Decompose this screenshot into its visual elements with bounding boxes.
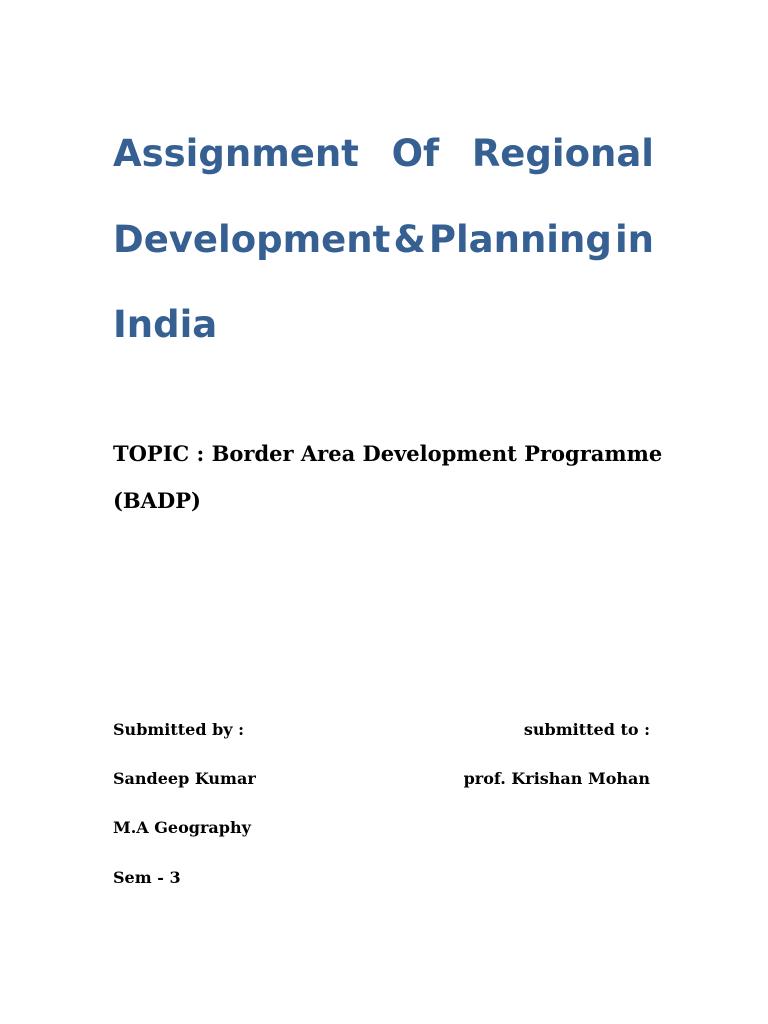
title-word: in bbox=[614, 218, 654, 261]
title-word: Of bbox=[391, 132, 440, 175]
title-word: & bbox=[393, 218, 426, 261]
title-line-2 bbox=[113, 215, 654, 265]
professor-name: prof. Krishan Mohan bbox=[463, 769, 650, 788]
title-word: Regional bbox=[471, 132, 654, 175]
title-line-3 bbox=[113, 300, 654, 350]
title-word: India bbox=[113, 303, 218, 346]
topic-line-2: (BADP) bbox=[113, 488, 201, 513]
semester: Sem - 3 bbox=[113, 868, 181, 887]
title-word: Planning bbox=[428, 218, 612, 261]
course-name: M.A Geography bbox=[113, 818, 251, 837]
title-word: Assignment bbox=[113, 132, 359, 175]
title-word: Development bbox=[113, 218, 391, 261]
student-name: Sandeep Kumar bbox=[113, 769, 256, 788]
submitted-to-label: submitted to : bbox=[523, 720, 650, 739]
title-line-1 bbox=[113, 129, 654, 179]
topic-line-1: TOPIC : Border Area Development Programme bbox=[113, 441, 663, 466]
submitted-by-label: Submitted by : bbox=[113, 720, 245, 739]
